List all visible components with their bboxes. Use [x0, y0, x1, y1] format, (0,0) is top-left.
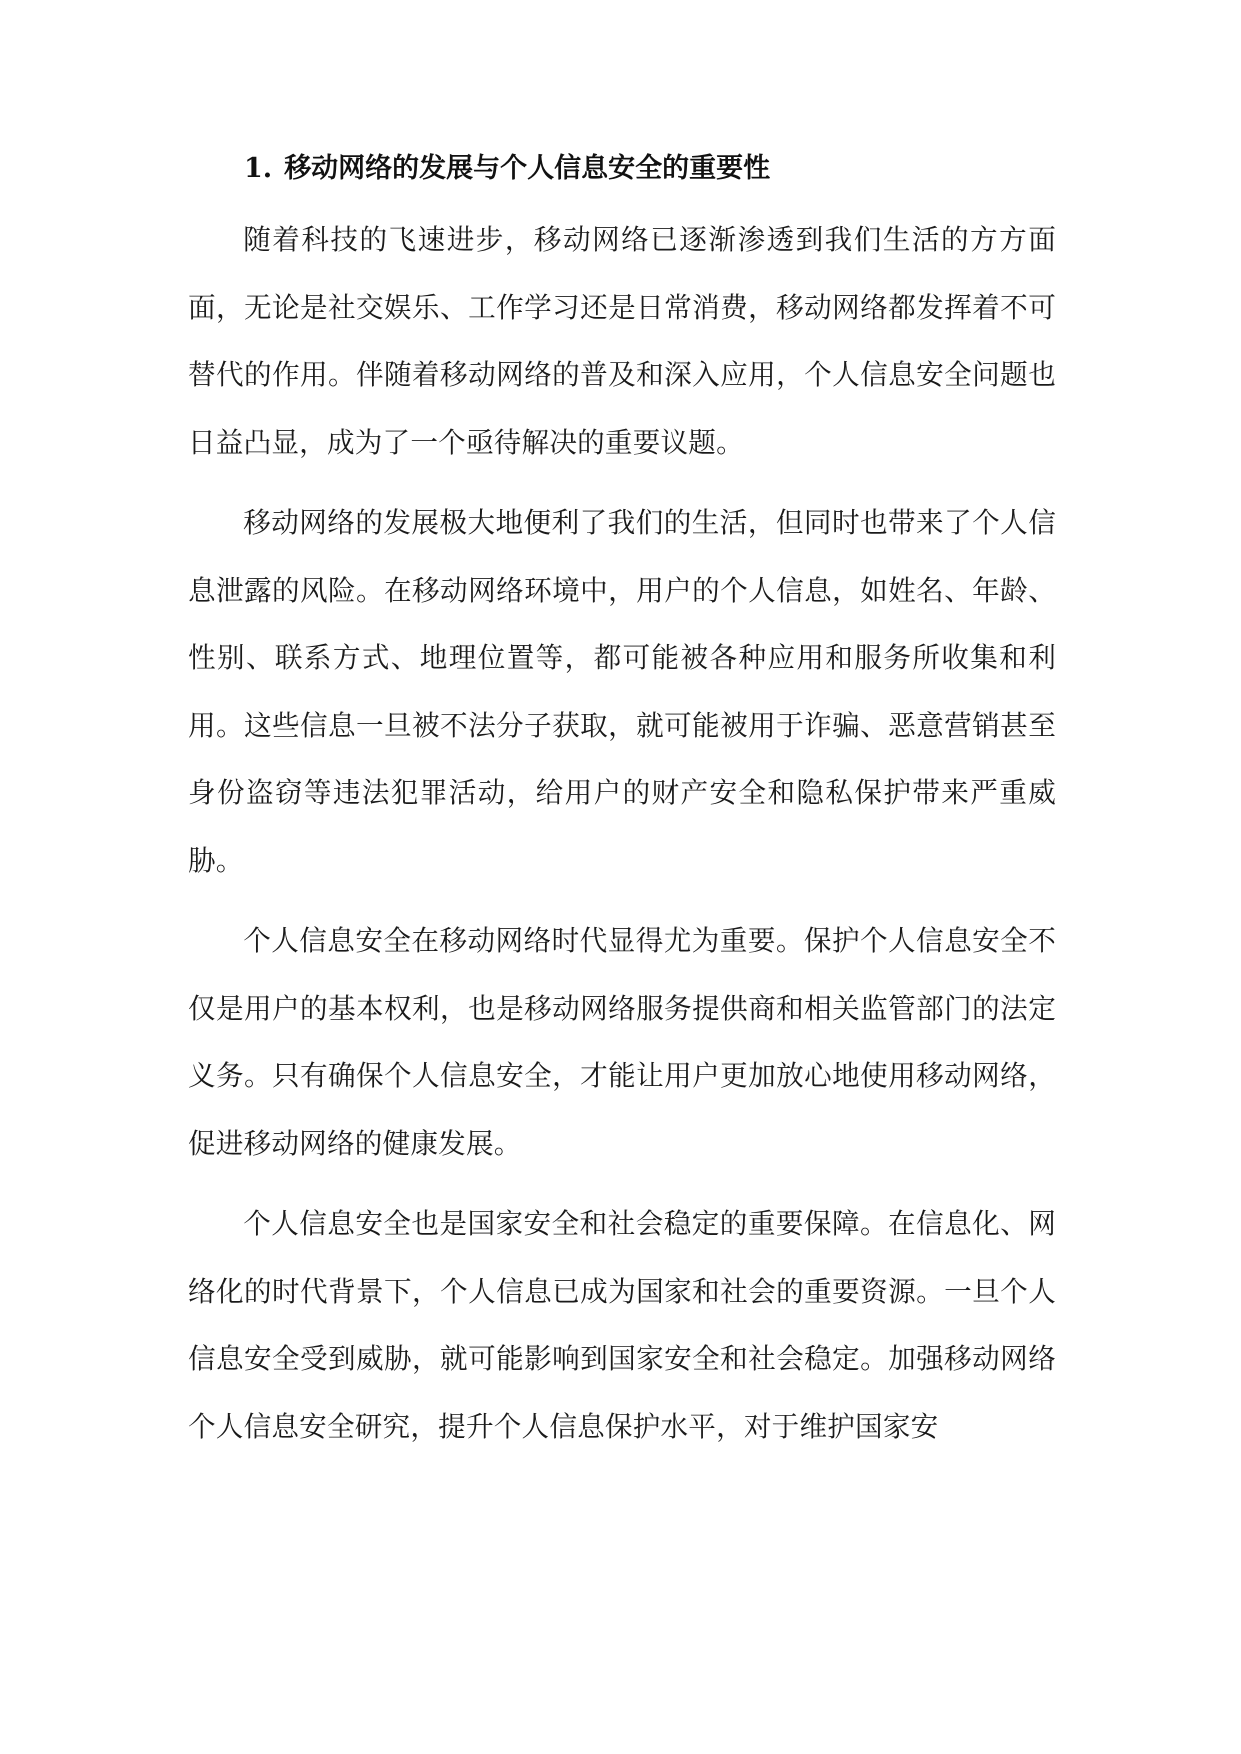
paragraph-4: 个人信息安全也是国家安全和社会稳定的重要保障。在信息化、网络化的时代背景下，个人信息已成为国家和社会的重要资源。一旦个人信息安全受到威胁，就可能影响到国家安全和社会稳定。加强移动网络个人信息安全研究，提升个人信息保护水平，对于维护国家安 [188, 1207, 1056, 1443]
section-heading [188, 145, 1056, 193]
document-body [188, 145, 1056, 1473]
paragraph-3: 个人信息安全在移动网络时代显得尤为重要。保护个人信息安全不仅是用户的基本权利，也是移动网络服务提供商和相关监管部门的法定义务。只有确保个人信息安全，才能让用户更加放心地使用移动网络，促进移动网络的健康发展。 [188, 924, 1056, 1160]
section-title: 移动网络的发展与个人信息安全的重要性 [284, 153, 771, 184]
paragraph-2: 移动网络的发展极大地便利了我们的生活，但同时也带来了个人信息泄露的风险。在移动网络环境中，用户的个人信息，如姓名、年龄、性别、联系方式、地理位置等，都可能被各种应用和服务所收集和利用。这些信息一旦被不法分子获取，就可能被用于诈骗、恶意营销甚至身份盗窃等违法犯罪活动，给用户的财产安全和隐私保护带来严重威胁。 [188, 506, 1056, 877]
paragraph-1: 随着科技的飞速进步，移动网络已逐渐渗透到我们生活的方方面面，无论是社交娱乐、工作学习还是日常消费，移动网络都发挥着不可替代的作用。伴随着移动网络的普及和深入应用，个人信息安全问题也日益凸显，成为了一个亟待解决的重要议题。 [188, 223, 1056, 459]
section-number: 1. [244, 153, 273, 184]
